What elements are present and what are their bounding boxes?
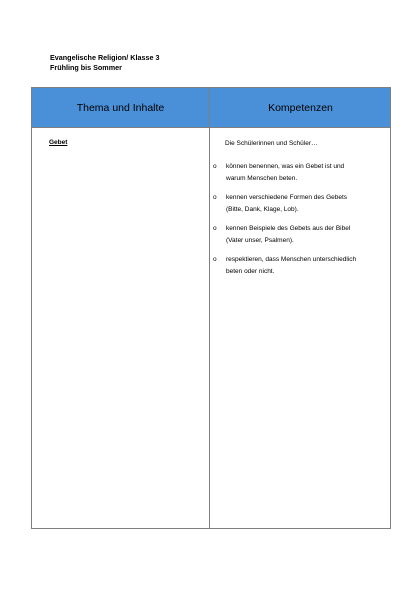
bullet-circle-icon: o	[213, 225, 217, 232]
subject-title: Evangelische Religion/ Klasse 3	[50, 53, 160, 62]
competency-text-line: (Bitte, Dank, Klage, Lob).	[226, 205, 299, 213]
competency-text-line: kennen verschiedene Formen des Gebets	[226, 194, 348, 201]
competency-item	[213, 161, 389, 184]
period-subtitle: Frühling bis Sommer	[50, 63, 122, 72]
competency-item	[213, 223, 389, 246]
competency-text-line: beten oder nicht.	[226, 267, 275, 275]
competency-text-line: (Vater unser, Psalmen).	[226, 236, 294, 244]
competency-item	[213, 254, 389, 277]
column-header-topics: Thema und Inhalte	[76, 102, 165, 114]
document-header	[50, 53, 159, 73]
competency-text-line: respektieren, dass Menschen unterschiedlich	[226, 256, 357, 263]
curriculum-table	[31, 87, 391, 529]
column-divider	[209, 88, 210, 528]
competency-text-line: kennen Beispiele des Gebets aus der Bibel	[226, 225, 351, 232]
table-header-row	[32, 88, 390, 128]
bullet-circle-icon: o	[213, 256, 217, 263]
competency-item	[213, 192, 389, 215]
competency-list	[213, 161, 389, 285]
bullet-circle-icon: o	[213, 194, 217, 201]
bullet-circle-icon: o	[213, 163, 217, 170]
topic-label: Gebet	[49, 139, 68, 146]
competency-text-line: warum Menschen beten.	[226, 174, 298, 182]
competency-text-line: können benennen, was ein Gebet ist und	[226, 163, 345, 170]
competencies-intro: Die Schülerinnen und Schüler…	[225, 140, 318, 147]
column-header-competencies: Kompetenzen	[268, 102, 333, 114]
